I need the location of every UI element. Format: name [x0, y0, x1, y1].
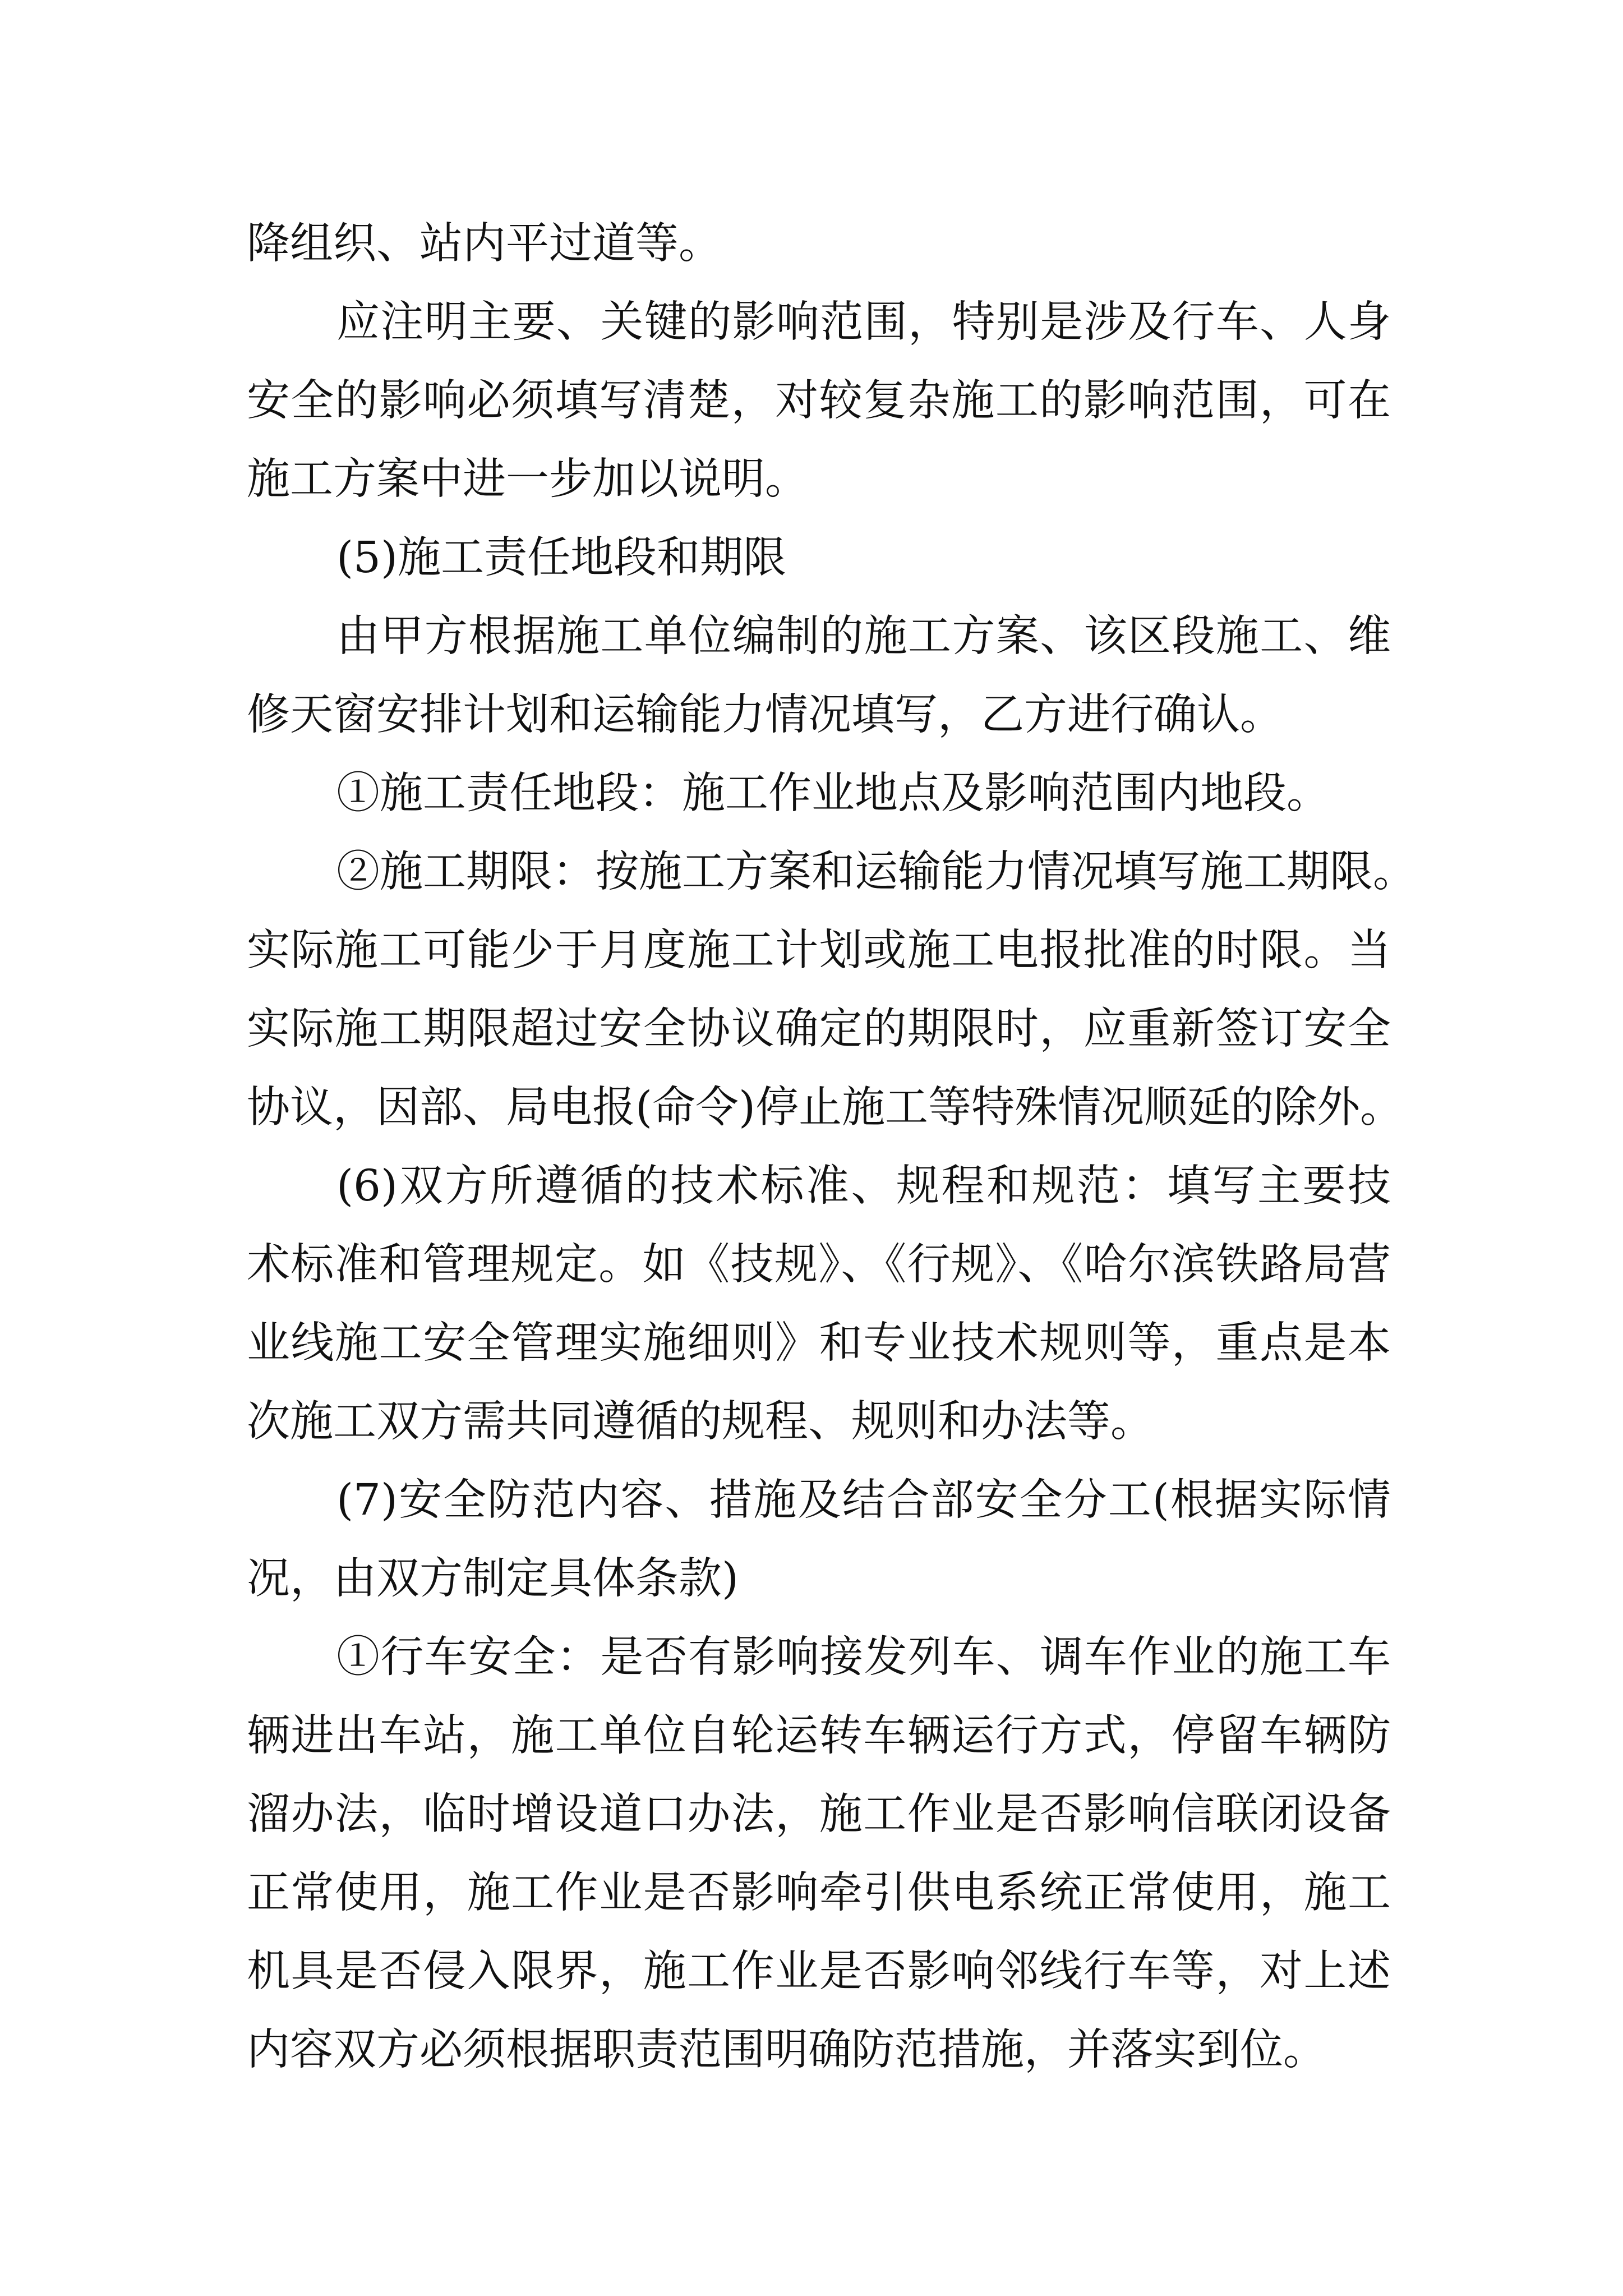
text-line: 业线施工安全管理实施细则》和专业技术规则等，重点是本	[247, 1318, 1391, 1368]
text-line: 安全的影响必须填写清楚，对较复杂施工的影响范围，可在	[247, 376, 1391, 426]
section-heading: (5)施工责任地段和期限	[336, 533, 787, 583]
text-line: 内容双方必须根据职责范围明确防范措施，并落实到位。	[247, 2025, 1326, 2075]
text-line: 实际施工可能少于月度施工计划或施工电报批准的时限。当	[247, 926, 1391, 976]
text-line: 降组织、站内平过道等。	[247, 219, 722, 269]
text-line: 辆进出车站，施工单位自轮运转车辆运行方式，停留车辆防	[247, 1711, 1391, 1761]
text-line: ②施工期限：按施工方案和运输能力情况填写施工期限。	[336, 847, 1416, 897]
text-line: ①施工责任地段：施工作业地点及影响范围内地段。	[336, 769, 1330, 818]
text-line: 应注明主要、关键的影响范围，特别是涉及行车、人身	[336, 297, 1391, 347]
text-line: 由甲方根据施工单位编制的施工方案、该区段施工、维	[336, 611, 1391, 661]
text-line: 施工方案中进一步加以说明。	[247, 454, 808, 504]
text-line: 况，由双方制定具体条款)	[247, 1554, 739, 1604]
text-line: 协议，因部、局电报(命令)停止施工等特殊情况顺延的除外。	[247, 1083, 1404, 1133]
text-line: ①行车安全：是否有影响接发列车、调车作业的施工车	[336, 1632, 1391, 1682]
section-heading: (6)双方所遵循的技术标准、规程和规范：填写主要技	[336, 1161, 1391, 1211]
text-line: 修天窗安排计划和运输能力情况填写，乙方进行确认。	[247, 690, 1283, 740]
text-line: 实际施工期限超过安全协议确定的期限时，应重新签订安全	[247, 1004, 1391, 1054]
text-line: 术标准和管理规定。如《技规》、《行规》、《哈尔滨铁路局营	[247, 1240, 1391, 1290]
text-line: 机具是否侵入限界，施工作业是否影响邻线行车等，对上述	[247, 1947, 1391, 1996]
section-heading: (7)安全防范内容、措施及结合部安全分工(根据实际情	[336, 1475, 1391, 1525]
text-line: 正常使用，施工作业是否影响牵引供电系统正常使用，施工	[247, 1868, 1391, 1918]
text-line: 次施工双方需共同遵循的规程、规则和办法等。	[247, 1397, 1154, 1447]
text-line: 溜办法，临时增设道口办法，施工作业是否影响信联闭设备	[247, 1789, 1391, 1839]
